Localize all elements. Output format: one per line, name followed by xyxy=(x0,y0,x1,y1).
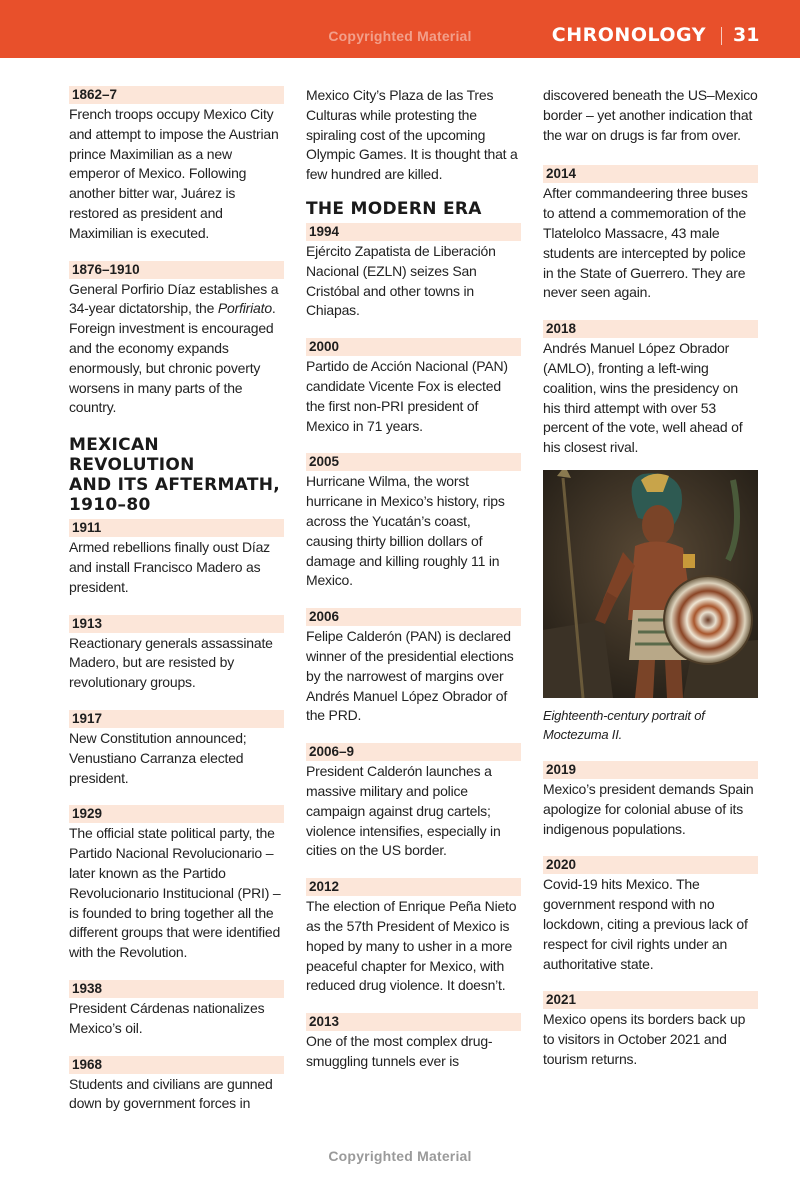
entry-year: 2006–9 xyxy=(306,743,521,761)
column-1 xyxy=(69,86,284,1131)
timeline-entry xyxy=(543,991,758,1069)
timeline-entry xyxy=(543,856,758,974)
entry-text: Reactionary generals assassinate Madero, but are resisted by revolutionary groups. xyxy=(69,634,273,691)
timeline-entry xyxy=(306,608,521,726)
entry-text xyxy=(69,280,284,419)
entry-year: 2005 xyxy=(306,453,521,471)
timeline-entry xyxy=(306,1013,521,1072)
chapter-title: CHRONOLOGY xyxy=(551,24,706,46)
entry-year: 1938 xyxy=(69,980,284,998)
entry-text: Covid-19 hits Mexico. The government respond with no lockdown, citing a previous lack of respect for civil rights under an authoritative state. xyxy=(543,876,748,972)
entry-text: New Constitution announced; Venustiano Carranza elected president. xyxy=(69,729,247,786)
entry-text: Mexico opens its borders back up to visitors in October 2021 and tourism returns. xyxy=(543,1011,746,1067)
watermark-bottom: Copyrighted Material xyxy=(328,1148,472,1164)
timeline-entry xyxy=(306,223,521,321)
header-divider xyxy=(721,27,722,45)
entry-text: One of the most complex drug-smuggling tunnels ever is xyxy=(306,1033,493,1069)
timeline-entry xyxy=(306,878,521,996)
entry-year: 1911 xyxy=(69,519,284,537)
timeline-entry xyxy=(69,980,284,1039)
section-title-revolution xyxy=(69,435,284,515)
section-title-modern-era: THE MODERN ERA xyxy=(306,198,482,219)
entry-year: 2006 xyxy=(306,608,521,626)
moctezuma-portrait-image xyxy=(543,470,758,698)
timeline-entry xyxy=(69,615,284,693)
continued-text: discovered beneath the US–Mexico border – yet another indication that the war on drugs is far from over. xyxy=(543,87,758,143)
entry-year: 1968 xyxy=(69,1056,284,1074)
entry-text: The official state political party, the Partido Nacional Revolucionario – later known as the Partido Revolucionario Institucional (PRI) – is founded to bring together all the different groups that were identified with the Revolution. xyxy=(69,825,281,961)
entry-text: Felipe Calderón (PAN) is declared winner of the presidential elections by the narrowest of margins over Andrés Manuel López Obrador of the PRD. xyxy=(306,628,514,724)
timeline-entry xyxy=(69,519,284,597)
entry-year: 2000 xyxy=(306,338,521,356)
entry-text-italic: Porfiriato xyxy=(217,300,272,317)
entry-text: After commandeering three buses to attend a commemoration of the Tlatelolco Massacre, 43 male students are intercepted by police in the State of Guerrero. They are never seen again. xyxy=(543,185,748,301)
timeline-entry xyxy=(69,710,284,788)
entry-year: 2014 xyxy=(543,165,758,183)
timeline-entry xyxy=(69,1056,284,1115)
entry-text: Armed rebellions finally oust Díaz and install Francisco Madero as president. xyxy=(69,539,270,595)
timeline-entry xyxy=(306,743,521,861)
entry-text: President Cárdenas nationalizes Mexico’s oil. xyxy=(69,999,265,1036)
timeline-entry xyxy=(69,86,284,244)
entry-text: Students and civilians are gunned down by government forces in xyxy=(69,1075,273,1112)
entry-year: 2013 xyxy=(306,1013,521,1031)
image-caption: Eighteenth-century portrait of Moctezuma II. xyxy=(543,707,705,742)
entry-year: 2019 xyxy=(543,761,758,779)
entry-text: President Calderón launches a massive military and police campaign against drug cartels; violence intensifies, especially in cities on the US border. xyxy=(306,763,501,859)
entry-year: 1994 xyxy=(306,223,521,241)
section-title-line: MEXICAN REVOLUTION xyxy=(69,435,195,476)
watermark-top: Copyrighted Material xyxy=(328,28,472,44)
timeline-entry xyxy=(543,761,758,839)
entry-year: 2021 xyxy=(543,991,758,1009)
portrait-illustration xyxy=(543,470,758,698)
entry-text: The election of Enrique Peña Nieto as the 57th President of Mexico is hoped by many to usher in a more peaceful chapter for Mexico, with reduced drug violence. It doesn’t. xyxy=(306,898,517,994)
entry-year: 2018 xyxy=(543,320,758,338)
page-number: 31 xyxy=(733,24,760,46)
entry-year: 1917 xyxy=(69,710,284,728)
entry-text: Hurricane Wilma, the worst hurricane in Mexico’s history, rips across the Yucatán’s coast, causing thirty billion dollars of damage and killing roughly 11 in Mexico. xyxy=(306,473,505,589)
entry-year: 1862–7 xyxy=(69,86,284,104)
header-bar xyxy=(0,0,800,58)
timeline-entry xyxy=(69,261,284,419)
entry-year: 1929 xyxy=(69,805,284,823)
entry-text: Ejército Zapatista de Liberación Nacional (EZLN) seizes San Cristóbal and other towns in Chiapas. xyxy=(306,242,496,319)
section-title-line: AND ITS AFTERMATH, xyxy=(69,475,281,496)
timeline-entry xyxy=(306,338,521,436)
entry-text: Mexico’s president demands Spain apologize for colonial abuse of its indigenous populations. xyxy=(543,780,754,837)
entry-text-part: . Foreign investment is encouraged and the economy expands enormously, but chronic poverty worsens in many parts of the country. xyxy=(69,300,276,416)
entry-text-part: General Porfirio Díaz establishes a 34-year dictatorship, the xyxy=(69,280,279,317)
timeline-entry xyxy=(543,165,758,303)
entry-text: French troops occupy Mexico City and attempt to impose the Austrian prince Maximilian as a new emperor of Mexico. Following another bitter war, Juárez is restored as president and Maximilian is executed. xyxy=(69,106,279,241)
entry-year: 1876–1910 xyxy=(69,261,284,279)
entry-year: 1913 xyxy=(69,615,284,633)
continued-text: Mexico City’s Plaza de las Tres Culturas while protesting the spiraling cost of the upcoming Olympic Games. It is thought that a few hundred are killed. xyxy=(306,87,518,183)
entry-year: 2012 xyxy=(306,878,521,896)
timeline-entry xyxy=(306,453,521,591)
timeline-entry xyxy=(543,320,758,458)
section-title-line: 1910–80 xyxy=(69,495,151,516)
column-2 xyxy=(306,86,521,1089)
timeline-entry xyxy=(69,805,284,963)
entry-year: 2020 xyxy=(543,856,758,874)
entry-text: Partido de Acción Nacional (PAN) candidate Vicente Fox is elected the first non-PRI president of Mexico in 71 years. xyxy=(306,358,508,434)
column-3 xyxy=(543,86,758,1087)
entry-text: Andrés Manuel López Obrador (AMLO), fronting a left-wing coalition, wins the presidency on his third attempt with over 53 percent of the vote, well ahead of his closest rival. xyxy=(543,340,743,456)
